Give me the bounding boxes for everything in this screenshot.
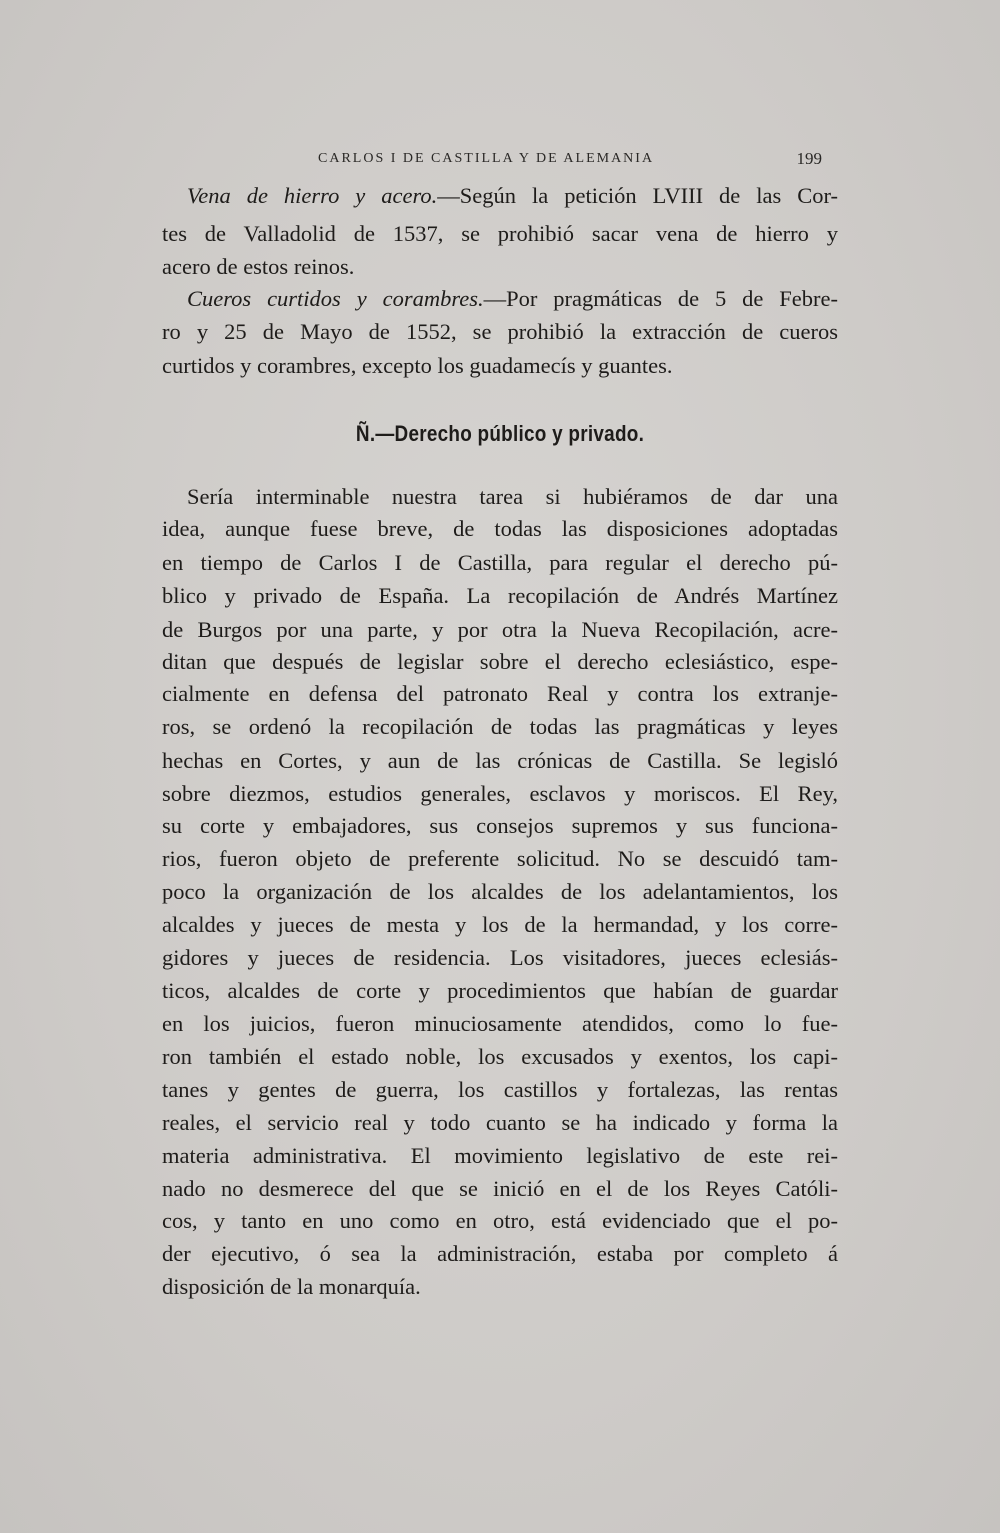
entry-line: tes de Valladolid de 1537, se prohibió sacar vena de hierro y (162, 221, 838, 246)
paragraph-line: en los juicios, fueron minuciosamente atendidos, como lo fue- (162, 1011, 838, 1036)
paragraph-line: der ejecutivo, ó sea la administración, estaba por completo á (162, 1241, 838, 1266)
paragraph-line: cialmente en defensa del patronato Real y contra los extranje- (162, 681, 838, 706)
paragraph-line: idea, aunque fuese breve, de todas las disposiciones adoptadas (162, 516, 838, 541)
paragraph-line: ros, se ordenó la recopilación de todas las pragmáticas y leyes (162, 714, 838, 739)
entry-line: curtidos y corambres, excepto los guadamecís y guantes. (162, 353, 673, 378)
paragraph-line: gidores y jueces de residencia. Los visitadores, jueces eclesiás- (162, 945, 838, 970)
entry-line: ro y 25 de Mayo de 1552, se prohibió la extracción de cueros (162, 319, 838, 344)
entry-term: Vena de hierro y acero. (187, 183, 438, 208)
paragraph-line: disposición de la monarquía. (162, 1274, 421, 1299)
entry-text: —Por pragmáticas de 5 de Febre- (483, 286, 838, 311)
paragraph-line: poco la organización de los alcaldes de los adelantamientos, los (162, 879, 838, 904)
paragraph-line: Sería interminable nuestra tarea si hubiéramos de dar una (187, 484, 838, 509)
entry-line: acero de estos reinos. (162, 254, 355, 279)
paragraph-line: rios, fueron objeto de preferente solicitud. No se descuidó tam- (162, 846, 838, 871)
paragraph-line: blico y privado de España. La recopilación de Andrés Martínez (162, 583, 838, 608)
paragraph-line: ron también el estado noble, los excusados y exentos, los capi- (162, 1044, 838, 1069)
paragraph-line: materia administrativa. El movimiento legislativo de este rei- (162, 1143, 838, 1168)
running-head-title: CARLOS I DE CASTILLA Y DE ALEMANIA (318, 151, 655, 166)
entry-term: Cueros curtidos y corambres. (187, 286, 484, 311)
paragraph-line: de Burgos por una parte, y por otra la Nueva Recopilación, acre- (162, 617, 838, 642)
running-head (318, 151, 822, 173)
paragraph-line: su corte y embajadores, sus consejos supremos y sus funciona- (162, 813, 838, 838)
paragraph-line: sobre diezmos, estudios generales, esclavos y moriscos. El Rey, (162, 781, 838, 806)
page-number: 199 (796, 149, 822, 168)
paragraph-line: reales, el servicio real y todo cuanto se ha indicado y forma la (162, 1110, 838, 1135)
paragraph-line: ticos, alcaldes de corte y procedimientos que habían de guardar (162, 978, 838, 1003)
entry-line (187, 283, 838, 315)
entry-line (187, 180, 838, 212)
section-heading: Ñ.—Derecho público y privado. (355, 421, 645, 446)
paragraph-line: ditan que después de legislar sobre el derecho eclesiástico, espe- (162, 649, 838, 674)
paragraph-line: alcaldes y jueces de mesta y los de la hermandad, y los corre- (162, 912, 838, 937)
paragraph-line: cos, y tanto en uno como en otro, está evidenciado que el po- (162, 1208, 838, 1233)
entry-text: —Según la petición LVIII de las Cor- (437, 183, 838, 208)
paragraph-line: tanes y gentes de guerra, los castillos y fortalezas, las rentas (162, 1077, 838, 1102)
paragraph-line: en tiempo de Carlos I de Castilla, para regular el derecho pú- (162, 550, 838, 575)
paragraph-line: hechas en Cortes, y aun de las crónicas de Castilla. Se legisló (162, 748, 838, 773)
paragraph-line: nado no desmerece del que se inició en el de los Reyes Católi- (162, 1176, 838, 1201)
